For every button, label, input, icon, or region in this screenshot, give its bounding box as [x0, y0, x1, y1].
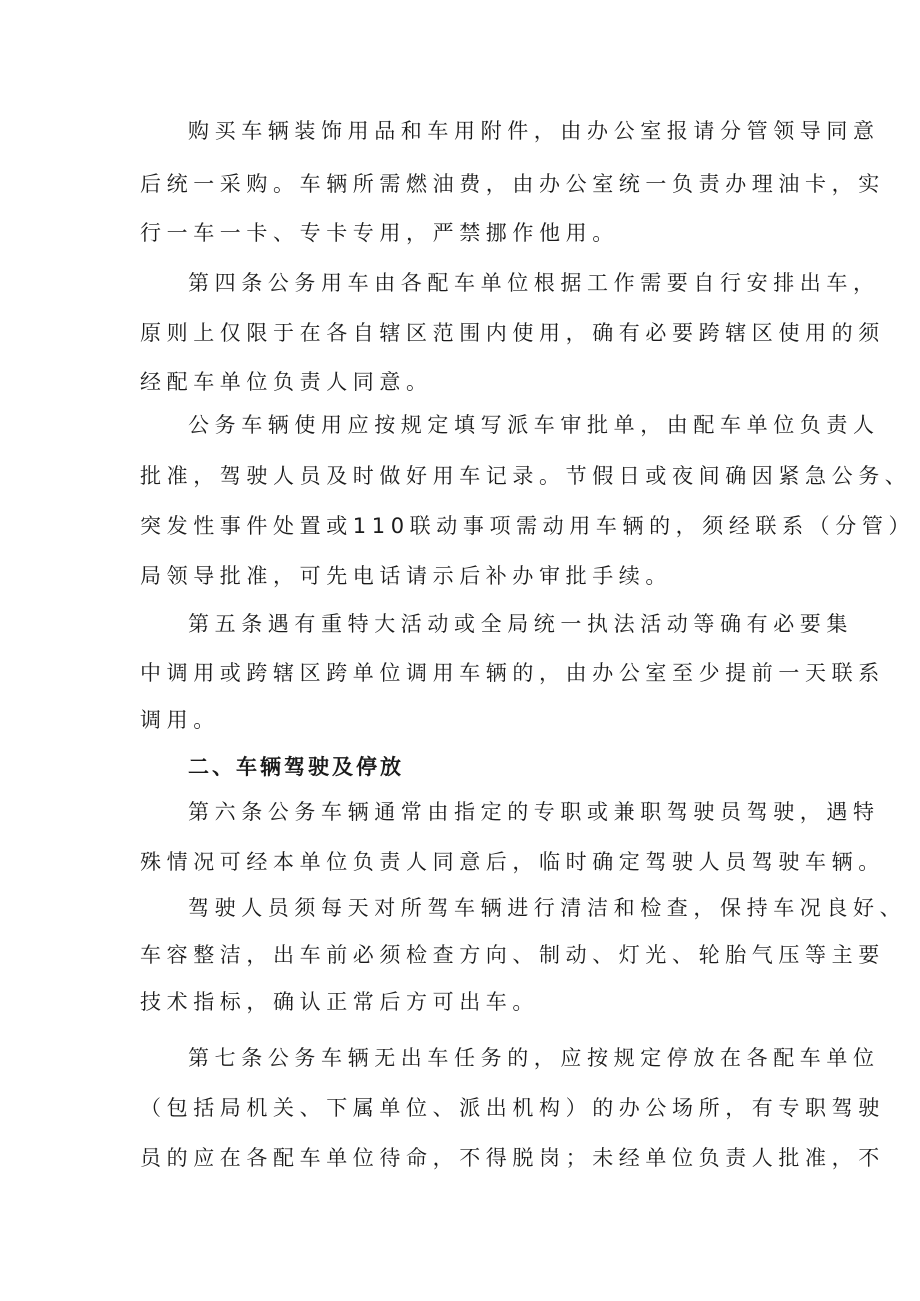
section-heading: 二、车辆驾驶及停放: [188, 755, 404, 779]
paragraph-line: 后统一采购。车辆所需燃油费，由办公室统一负责办理油卡，实: [140, 172, 885, 196]
paragraph-line: 公务车辆使用应按规定填写派车审批单，由配车单位负责人: [188, 413, 880, 437]
paragraph-line: 调用。: [140, 708, 220, 732]
paragraph-line: 行一车一卡、专卡专用，严禁挪作他用。: [140, 221, 619, 245]
paragraph-line: 购买车辆装饰用品和车用附件，由办公室报请分管领导同意: [188, 119, 880, 143]
paragraph-line: （包括局机关、下属单位、派出机构）的办公场所，有专职驾驶: [140, 1096, 885, 1120]
paragraph-line: 第六条公务车辆通常由指定的专职或兼职驾驶员驾驶，遇特: [188, 800, 880, 824]
paragraph-line: 原则上仅限于在各自辖区范围内使用，确有必要跨辖区使用的须: [140, 321, 885, 345]
paragraph-line: 殊情况可经本单位负责人同意后，临时确定驾驶人员驾驶车辆。: [140, 850, 885, 874]
paragraph-line: 员的应在各配车单位待命，不得脱岗；未经单位负责人批准，不: [140, 1146, 885, 1170]
paragraph-line: 突发性事件处置或110联动事项需动用车辆的，须经联系（分管）: [140, 514, 916, 538]
paragraph-line: 批准，驾驶人员及时做好用车记录。节假日或夜间确因紧急公务、: [140, 464, 912, 488]
paragraph-line: 第七条公务车辆无出车任务的，应按规定停放在各配车单位: [188, 1046, 880, 1070]
paragraph-line: 驾驶人员须每天对所驾车辆进行清洁和检查，保持车况良好、: [188, 896, 907, 920]
paragraph-line: 经配车单位负责人同意。: [140, 370, 433, 394]
paragraph-line: 第五条遇有重特大活动或全局统一执法活动等确有必要集: [188, 612, 853, 636]
paragraph-line: 中调用或跨辖区跨单位调用车辆的，由办公室至少提前一天联系: [140, 661, 885, 685]
paragraph-line: 车容整洁，出车前必须检查方向、制动、灯光、轮胎气压等主要: [140, 943, 885, 967]
paragraph-line: 第四条公务用车由各配车单位根据工作需要自行安排出车，: [188, 271, 880, 295]
paragraph-line: 技术指标，确认正常后方可出车。: [140, 990, 539, 1014]
paragraph-line: 局领导批准，可先电话请示后补办审批手续。: [140, 564, 672, 588]
